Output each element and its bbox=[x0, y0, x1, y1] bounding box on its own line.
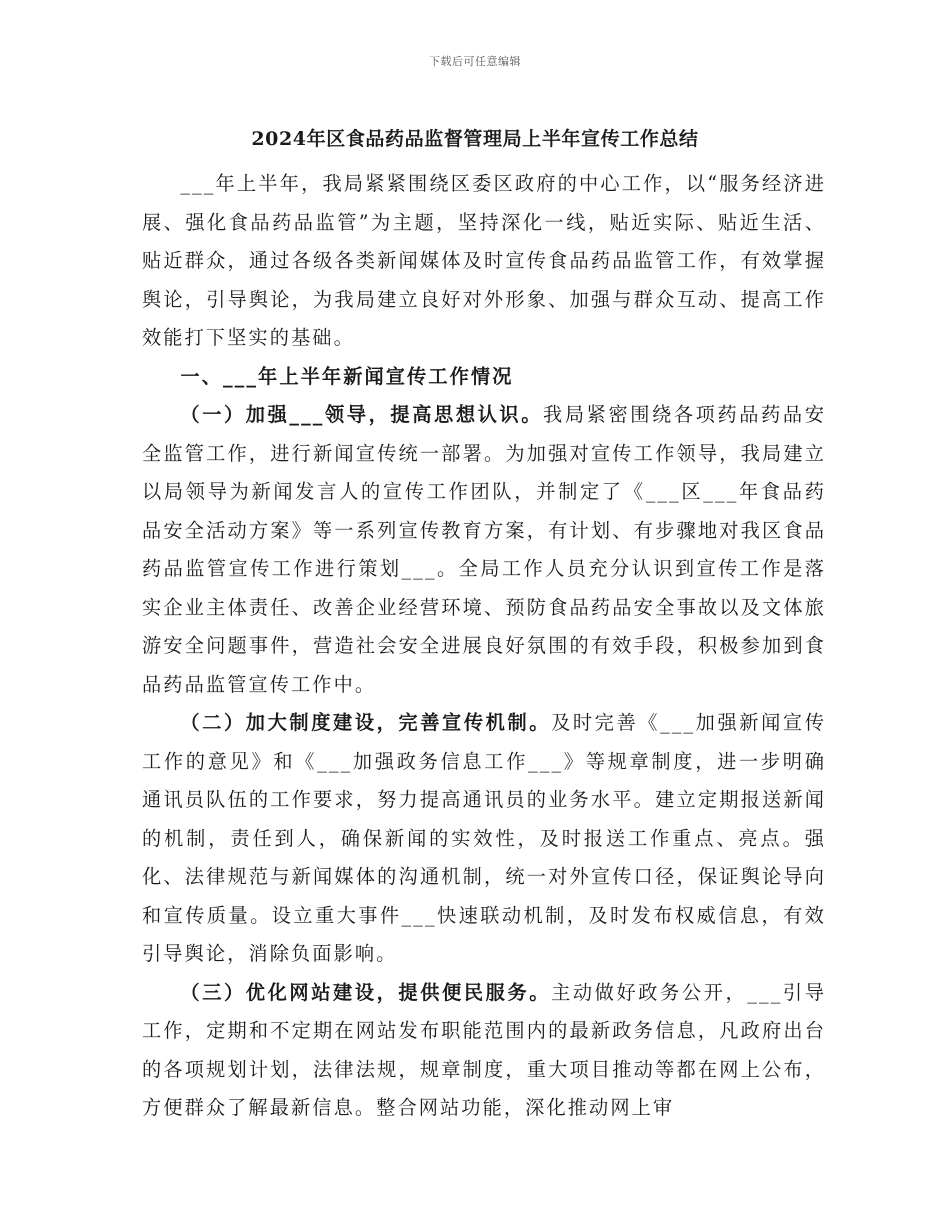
item-2-lead: （二）加大制度建设，完善宣传机制。 bbox=[180, 711, 552, 734]
item-3-text: 主动做好政务公开，___引导工作，定期和不定期在网站发布职能范围内的最新政务信息，凡政府出台的各项规划计划，法律法规，规章制度，重大项目推动等都在网上公布，方便群众了解最新信息。整合网站功能，深化推动网上审 bbox=[142, 980, 826, 1119]
paragraph-item-2 bbox=[142, 704, 826, 974]
item-1-lead: （一）加强___领导，提高思想认识。 bbox=[180, 403, 544, 426]
document-body bbox=[142, 165, 826, 1128]
document-title: 2024年区食品药品监督管理局上半年宣传工作总结 bbox=[251, 128, 699, 150]
section-heading: 一、___年上半年新闻宣传工作情况 bbox=[180, 364, 514, 388]
paragraph-item-1 bbox=[142, 396, 826, 704]
header-note: 下载后可任意编辑 bbox=[429, 55, 521, 68]
paragraph-item-3 bbox=[142, 974, 826, 1128]
item-1-text: 我局紧密围绕各项药品药品安全监管工作，进行新闻宣传统一部署。为加强对宣传工作领导，我局建立以局领导为新闻发言人的宣传工作团队，并制定了《___区___年食品药品安全活动方案》等一系列宣传教育方案，有计划、有步骤地对我区食品药品监管宣传工作进行策划___。全局工作人员充分认识到宣传工作是落实企业主体责任、改善企业经营环境、预防食品药品安全事故以及文体旅游安全问题事件，营造社会安全进展良好氛围的有效手段，积极参加到食品药品监管宣传工作中。 bbox=[142, 403, 826, 696]
item-2-text: 及时完善《___加强新闻宣传工作的意见》和《___加强政务信息工作___》等规章制度，进一步明确通讯员队伍的工作要求，努力提高通讯员的业务水平。建立定期报送新闻的机制，责任到人，确保新闻的实效性，及时报送工作重点、亮点。强化、法律规范与新闻媒体的沟通机制，统一对外宣传口径，保证舆论导向和宣传质量。设立重大事件___快速联动机制，及时发布权威信息，有效引导舆论，消除负面影响。 bbox=[142, 711, 826, 965]
intro-paragraph: ___年上半年，我局紧紧围绕区委区政府的中心工作，以“服务经济进展、强化食品药品监管”为主题，坚持深化一线，贴近实际、贴近生活、贴近群众，通过各级各类新闻媒体及时宣传食品药品监管工作，有效掌握舆论，引导舆论，为我局建立良好对外形象、加强与群众互动、提高工作效能打下坚实的基础。 bbox=[142, 172, 826, 349]
item-3-lead: （三）优化网站建设，提供便民服务。 bbox=[180, 980, 552, 1004]
